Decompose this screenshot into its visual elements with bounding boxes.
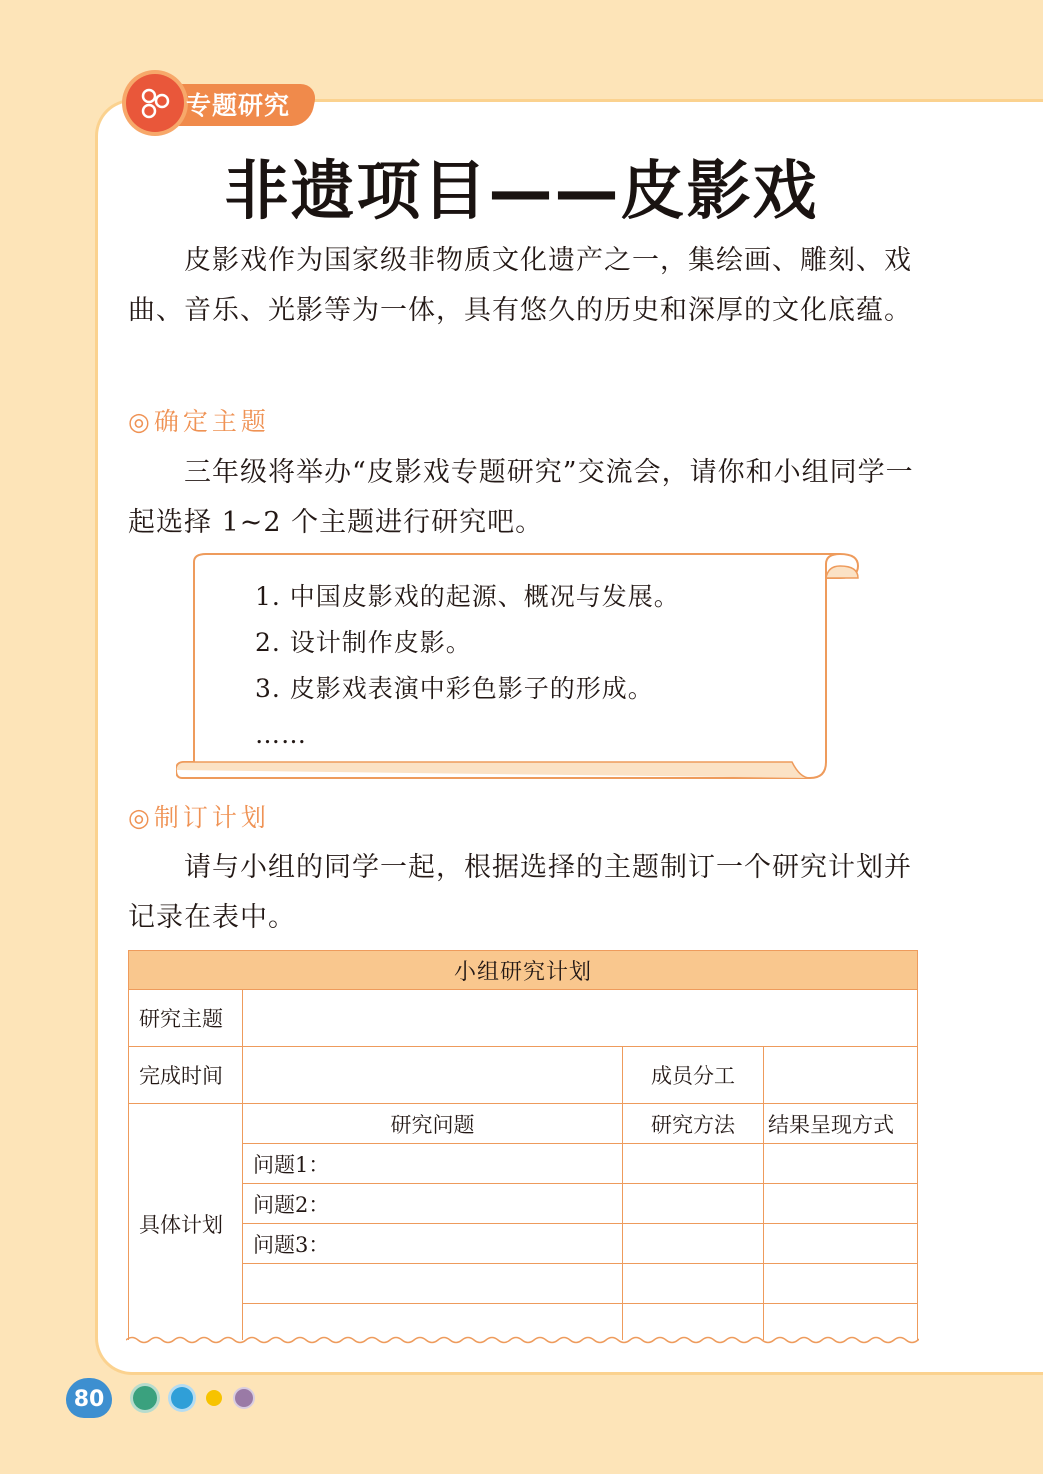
topic-label: 研究主题 bbox=[129, 990, 243, 1047]
question-2-cell[interactable]: 问题2： bbox=[243, 1184, 623, 1224]
decor-dot bbox=[171, 1387, 193, 1409]
col-result: 结果呈现方式 bbox=[764, 1104, 918, 1144]
decor-dot bbox=[133, 1386, 157, 1410]
method-cell[interactable] bbox=[623, 1184, 764, 1224]
result-cell[interactable] bbox=[764, 1224, 918, 1264]
decor-dot bbox=[206, 1390, 222, 1406]
research-plan-table bbox=[128, 950, 918, 1344]
question-3-cell[interactable]: 问题3： bbox=[243, 1224, 623, 1264]
col-question: 研究问题 bbox=[243, 1104, 623, 1144]
time-label: 完成时间 bbox=[129, 1047, 243, 1104]
result-cell[interactable] bbox=[764, 1184, 918, 1224]
decor-dot bbox=[235, 1389, 253, 1407]
page-title: 非遗项目——皮影戏 bbox=[224, 155, 819, 229]
topic-cell[interactable] bbox=[243, 990, 918, 1047]
question-cell[interactable] bbox=[243, 1264, 623, 1304]
plan-label: 具体计划 bbox=[129, 1104, 243, 1344]
molecule-icon bbox=[126, 74, 184, 132]
result-cell[interactable] bbox=[764, 1144, 918, 1184]
result-cell[interactable] bbox=[764, 1264, 918, 1304]
list-item: 1. 中国皮影戏的起源、概况与发展。 bbox=[255, 582, 680, 611]
question-1-cell[interactable]: 问题1： bbox=[243, 1144, 623, 1184]
section-badge bbox=[126, 74, 316, 134]
method-cell[interactable] bbox=[623, 1224, 764, 1264]
badge-label: 专题研究 bbox=[186, 91, 291, 120]
table-torn-edge bbox=[126, 1334, 919, 1346]
list-item: 3. 皮影戏表演中彩色影子的形成。 bbox=[255, 674, 654, 703]
members-label: 成员分工 bbox=[623, 1047, 764, 1104]
section-heading-plan: ◎制订计划 bbox=[128, 803, 270, 832]
time-cell[interactable] bbox=[243, 1047, 623, 1104]
list-item: …… bbox=[255, 720, 307, 749]
method-cell[interactable] bbox=[623, 1144, 764, 1184]
list-item: 2. 设计制作皮影。 bbox=[255, 628, 472, 657]
topic-list bbox=[255, 574, 680, 758]
intro-paragraph: 皮影戏作为国家级非物质文化遗产之一，集绘画、雕刻、戏曲、音乐、光影等为一体，具有悠久的历史和深厚的文化底蕴。 bbox=[128, 245, 912, 326]
page-number-badge: 80 bbox=[66, 1378, 112, 1418]
topic-paragraph: 三年级将举办“皮影戏专题研究”交流会，请你和小组同学一起选择 1~2 个主题进行研究吧。 bbox=[128, 457, 914, 538]
method-cell[interactable] bbox=[623, 1264, 764, 1304]
table-title: 小组研究计划 bbox=[129, 951, 918, 990]
plan-paragraph: 请与小组的同学一起，根据选择的主题制订一个研究计划并记录在表中。 bbox=[128, 852, 912, 933]
section-heading-topic: ◎确定主题 bbox=[128, 407, 270, 436]
members-cell[interactable] bbox=[764, 1047, 918, 1104]
col-method: 研究方法 bbox=[623, 1104, 764, 1144]
